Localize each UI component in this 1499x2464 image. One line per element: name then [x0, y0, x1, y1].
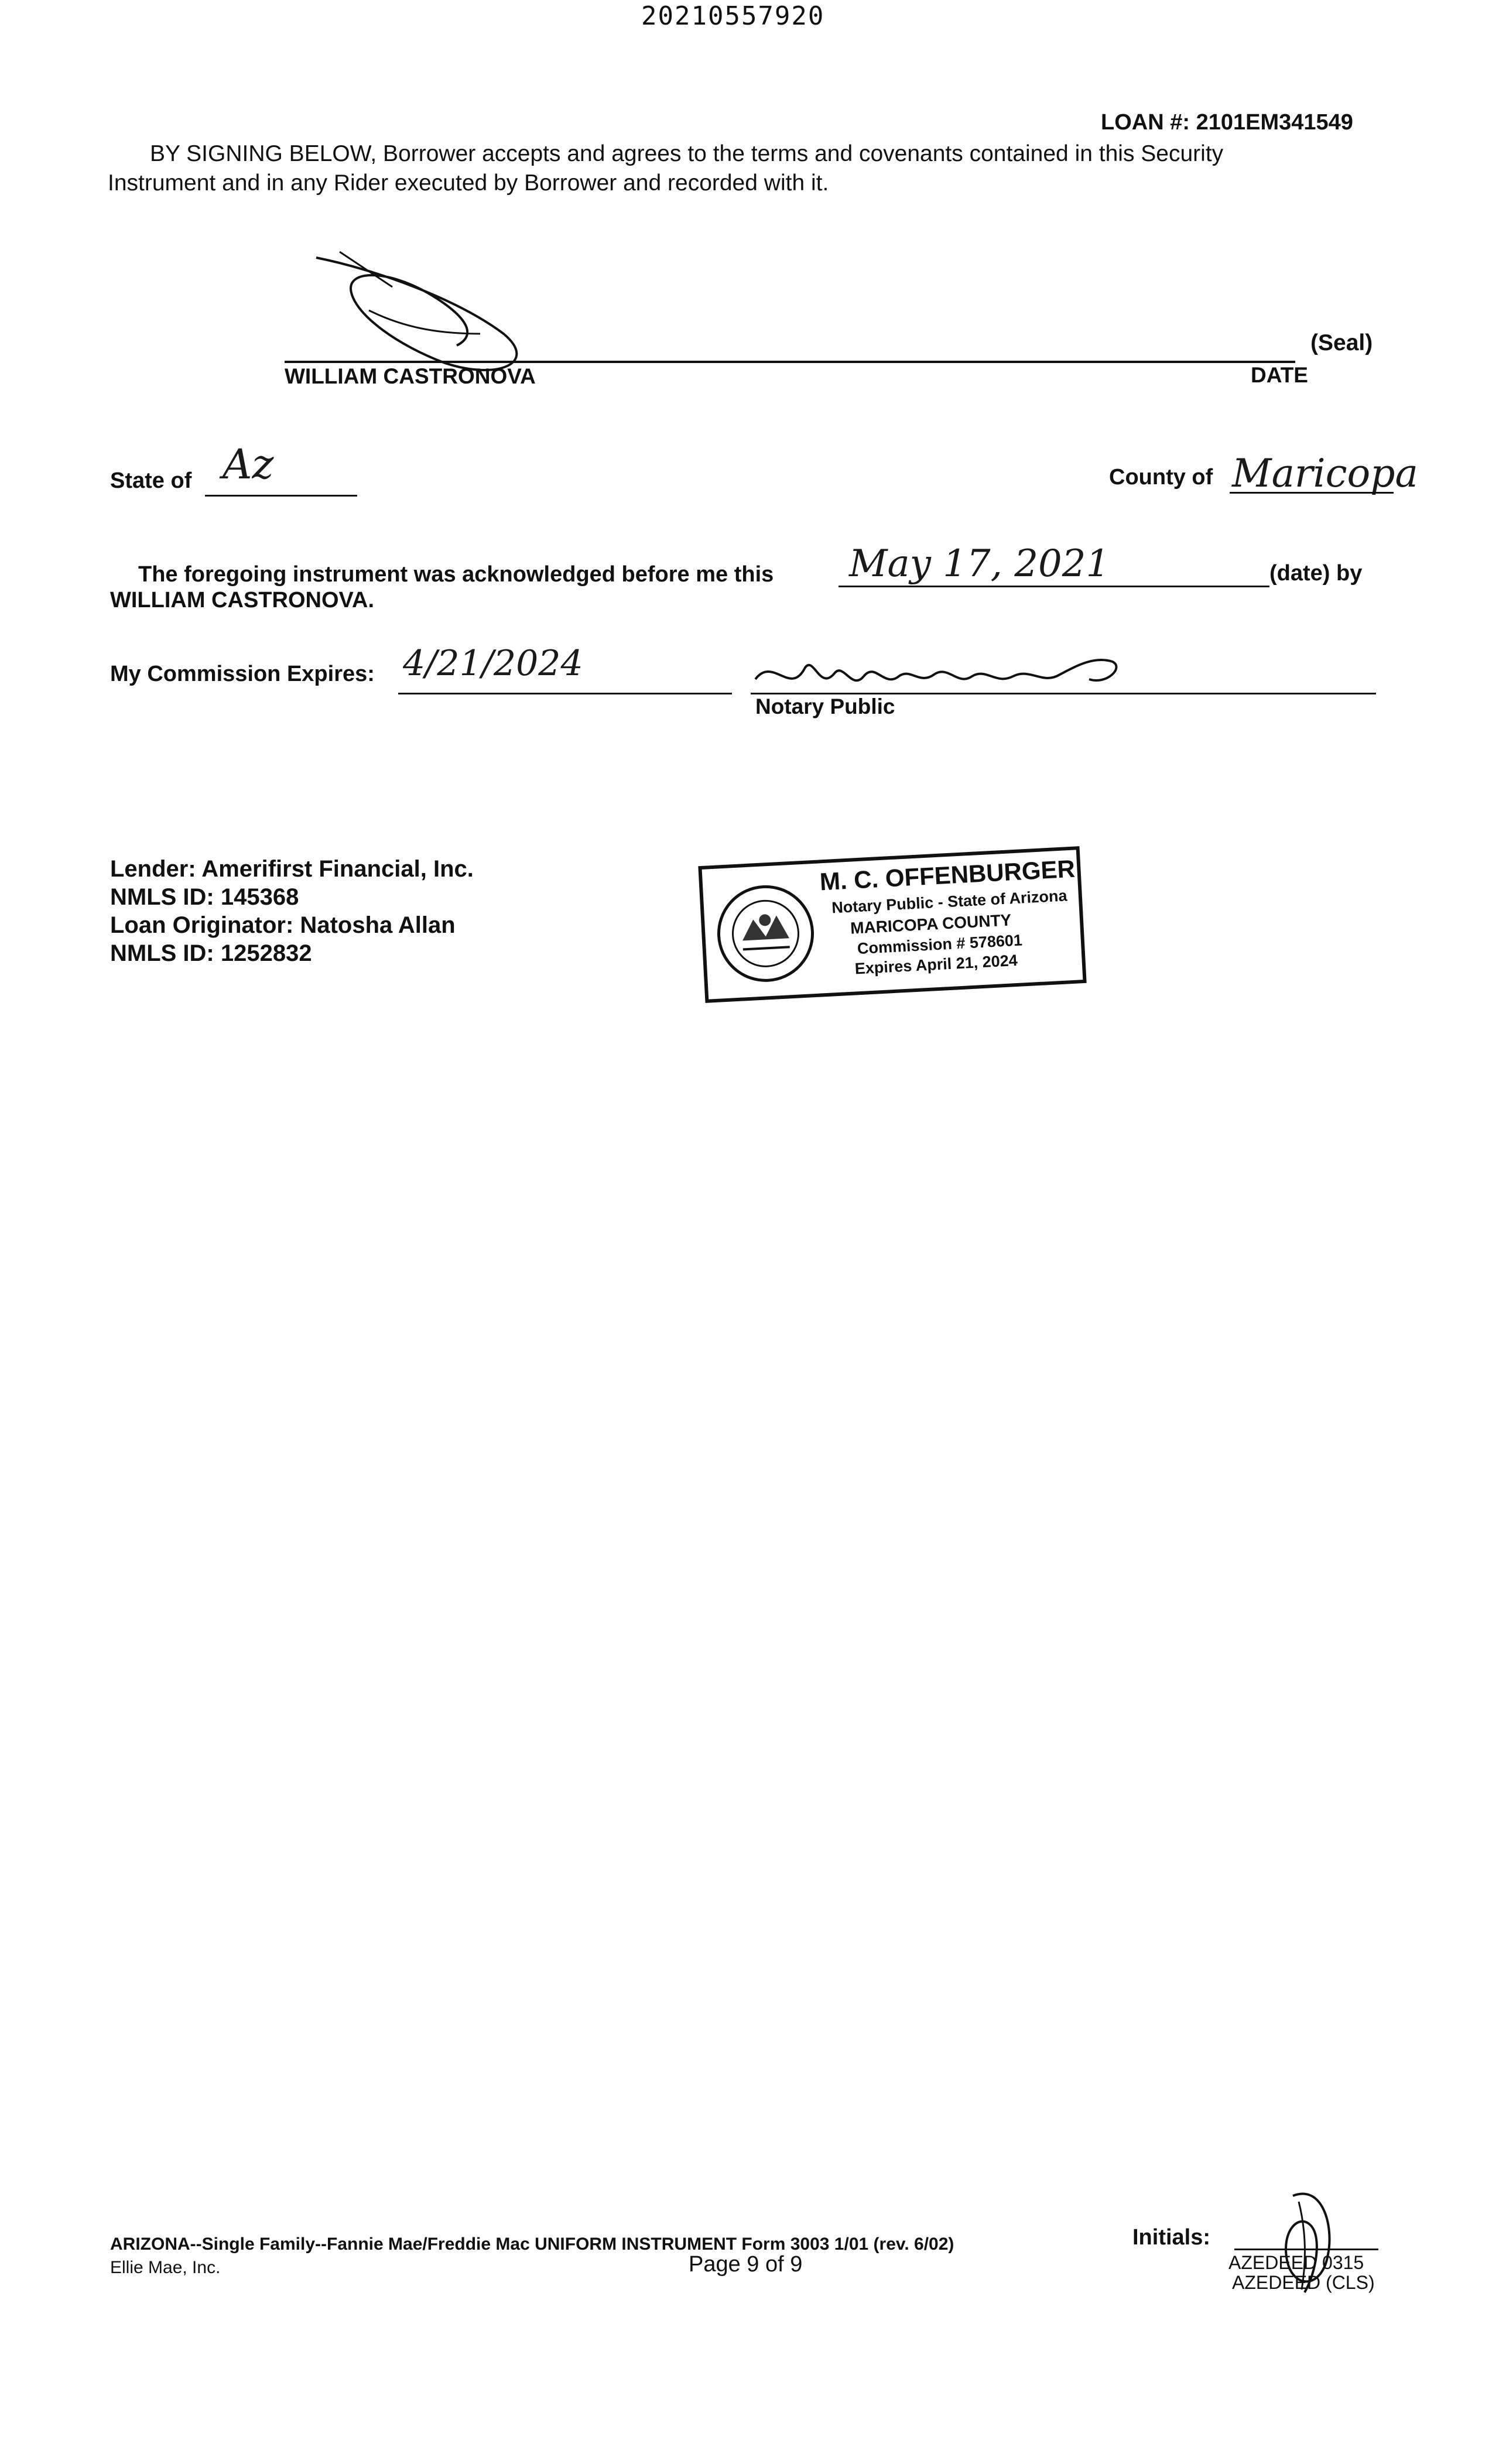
acknowledgment-date: May 17, 2021	[849, 542, 1110, 586]
loan-number: 2101EM341549	[1196, 110, 1353, 135]
loan-originator: Loan Originator: Natosha Allan	[110, 912, 456, 938]
date-by-label: (date) by	[1269, 561, 1363, 586]
lender-name: Lender: Amerifirst Financial, Inc.	[110, 856, 474, 882]
vendor-name: Ellie Mae, Inc.	[110, 2258, 221, 2277]
stamp-line-4: Expires April 21, 2024	[854, 951, 1018, 978]
initials-label: Initials:	[1132, 2225, 1211, 2250]
stamp-notary-name: M. C. OFFENBURGER	[819, 854, 1076, 896]
page-number: Page 9 of 9	[689, 2252, 803, 2277]
state-value: Az	[223, 440, 274, 488]
state-line	[205, 495, 357, 497]
lender-nmls: NMLS ID: 145368	[110, 884, 299, 910]
state-label: State of	[110, 468, 192, 493]
stamp-line-1: Notary Public - State of Arizona	[831, 887, 1068, 917]
intro-line-2: Instrument and in any Rider executed by Borrower and recorded with it.	[108, 170, 829, 196]
county-label: County of	[1109, 465, 1213, 490]
state-seal-icon	[713, 881, 818, 986]
lender-info	[110, 855, 474, 967]
commission-value: 4/21/2024	[403, 643, 583, 684]
originator-nmls: NMLS ID: 1252832	[110, 940, 312, 966]
acknowledgment-text: The foregoing instrument was acknowledged before me this	[138, 562, 774, 587]
acknowledgment-date-line	[839, 586, 1269, 587]
recording-number: 20210557920	[641, 1, 825, 31]
stamp-line-2: MARICOPA COUNTY	[850, 911, 1012, 937]
stamp-line-3: Commission # 578601	[857, 931, 1023, 958]
borrower-name: WILLIAM CASTRONOVA	[285, 364, 536, 388]
county-value: Maricopa	[1232, 451, 1418, 496]
form-code-1: AZEDEED 0315	[1228, 2252, 1364, 2273]
form-code-2: AZEDEED (CLS)	[1232, 2272, 1375, 2293]
commission-label: My Commission Expires:	[110, 662, 375, 686]
loan-number-line	[1101, 110, 1353, 135]
date-label: DATE	[1251, 363, 1308, 387]
county-line	[1230, 492, 1394, 494]
seal-label: (Seal)	[1310, 330, 1373, 355]
form-identifier: ARIZONA--Single Family--Fannie Mae/Freddie Mac UNIFORM INSTRUMENT Form 3003 1/01 (rev. 6/02)	[110, 2234, 954, 2254]
intro-line-1: BY SIGNING BELOW, Borrower accepts and agrees to the terms and covenants contained in this Security	[150, 141, 1224, 166]
notary-stamp	[698, 846, 1086, 1003]
notary-public-label: Notary Public	[755, 694, 895, 718]
loan-label: LOAN #:	[1101, 110, 1190, 135]
borrower-signature-line	[285, 361, 1295, 363]
acknowledged-person: WILLIAM CASTRONOVA.	[110, 588, 375, 612]
commission-line	[398, 693, 732, 694]
intro-paragraph	[108, 139, 1223, 198]
